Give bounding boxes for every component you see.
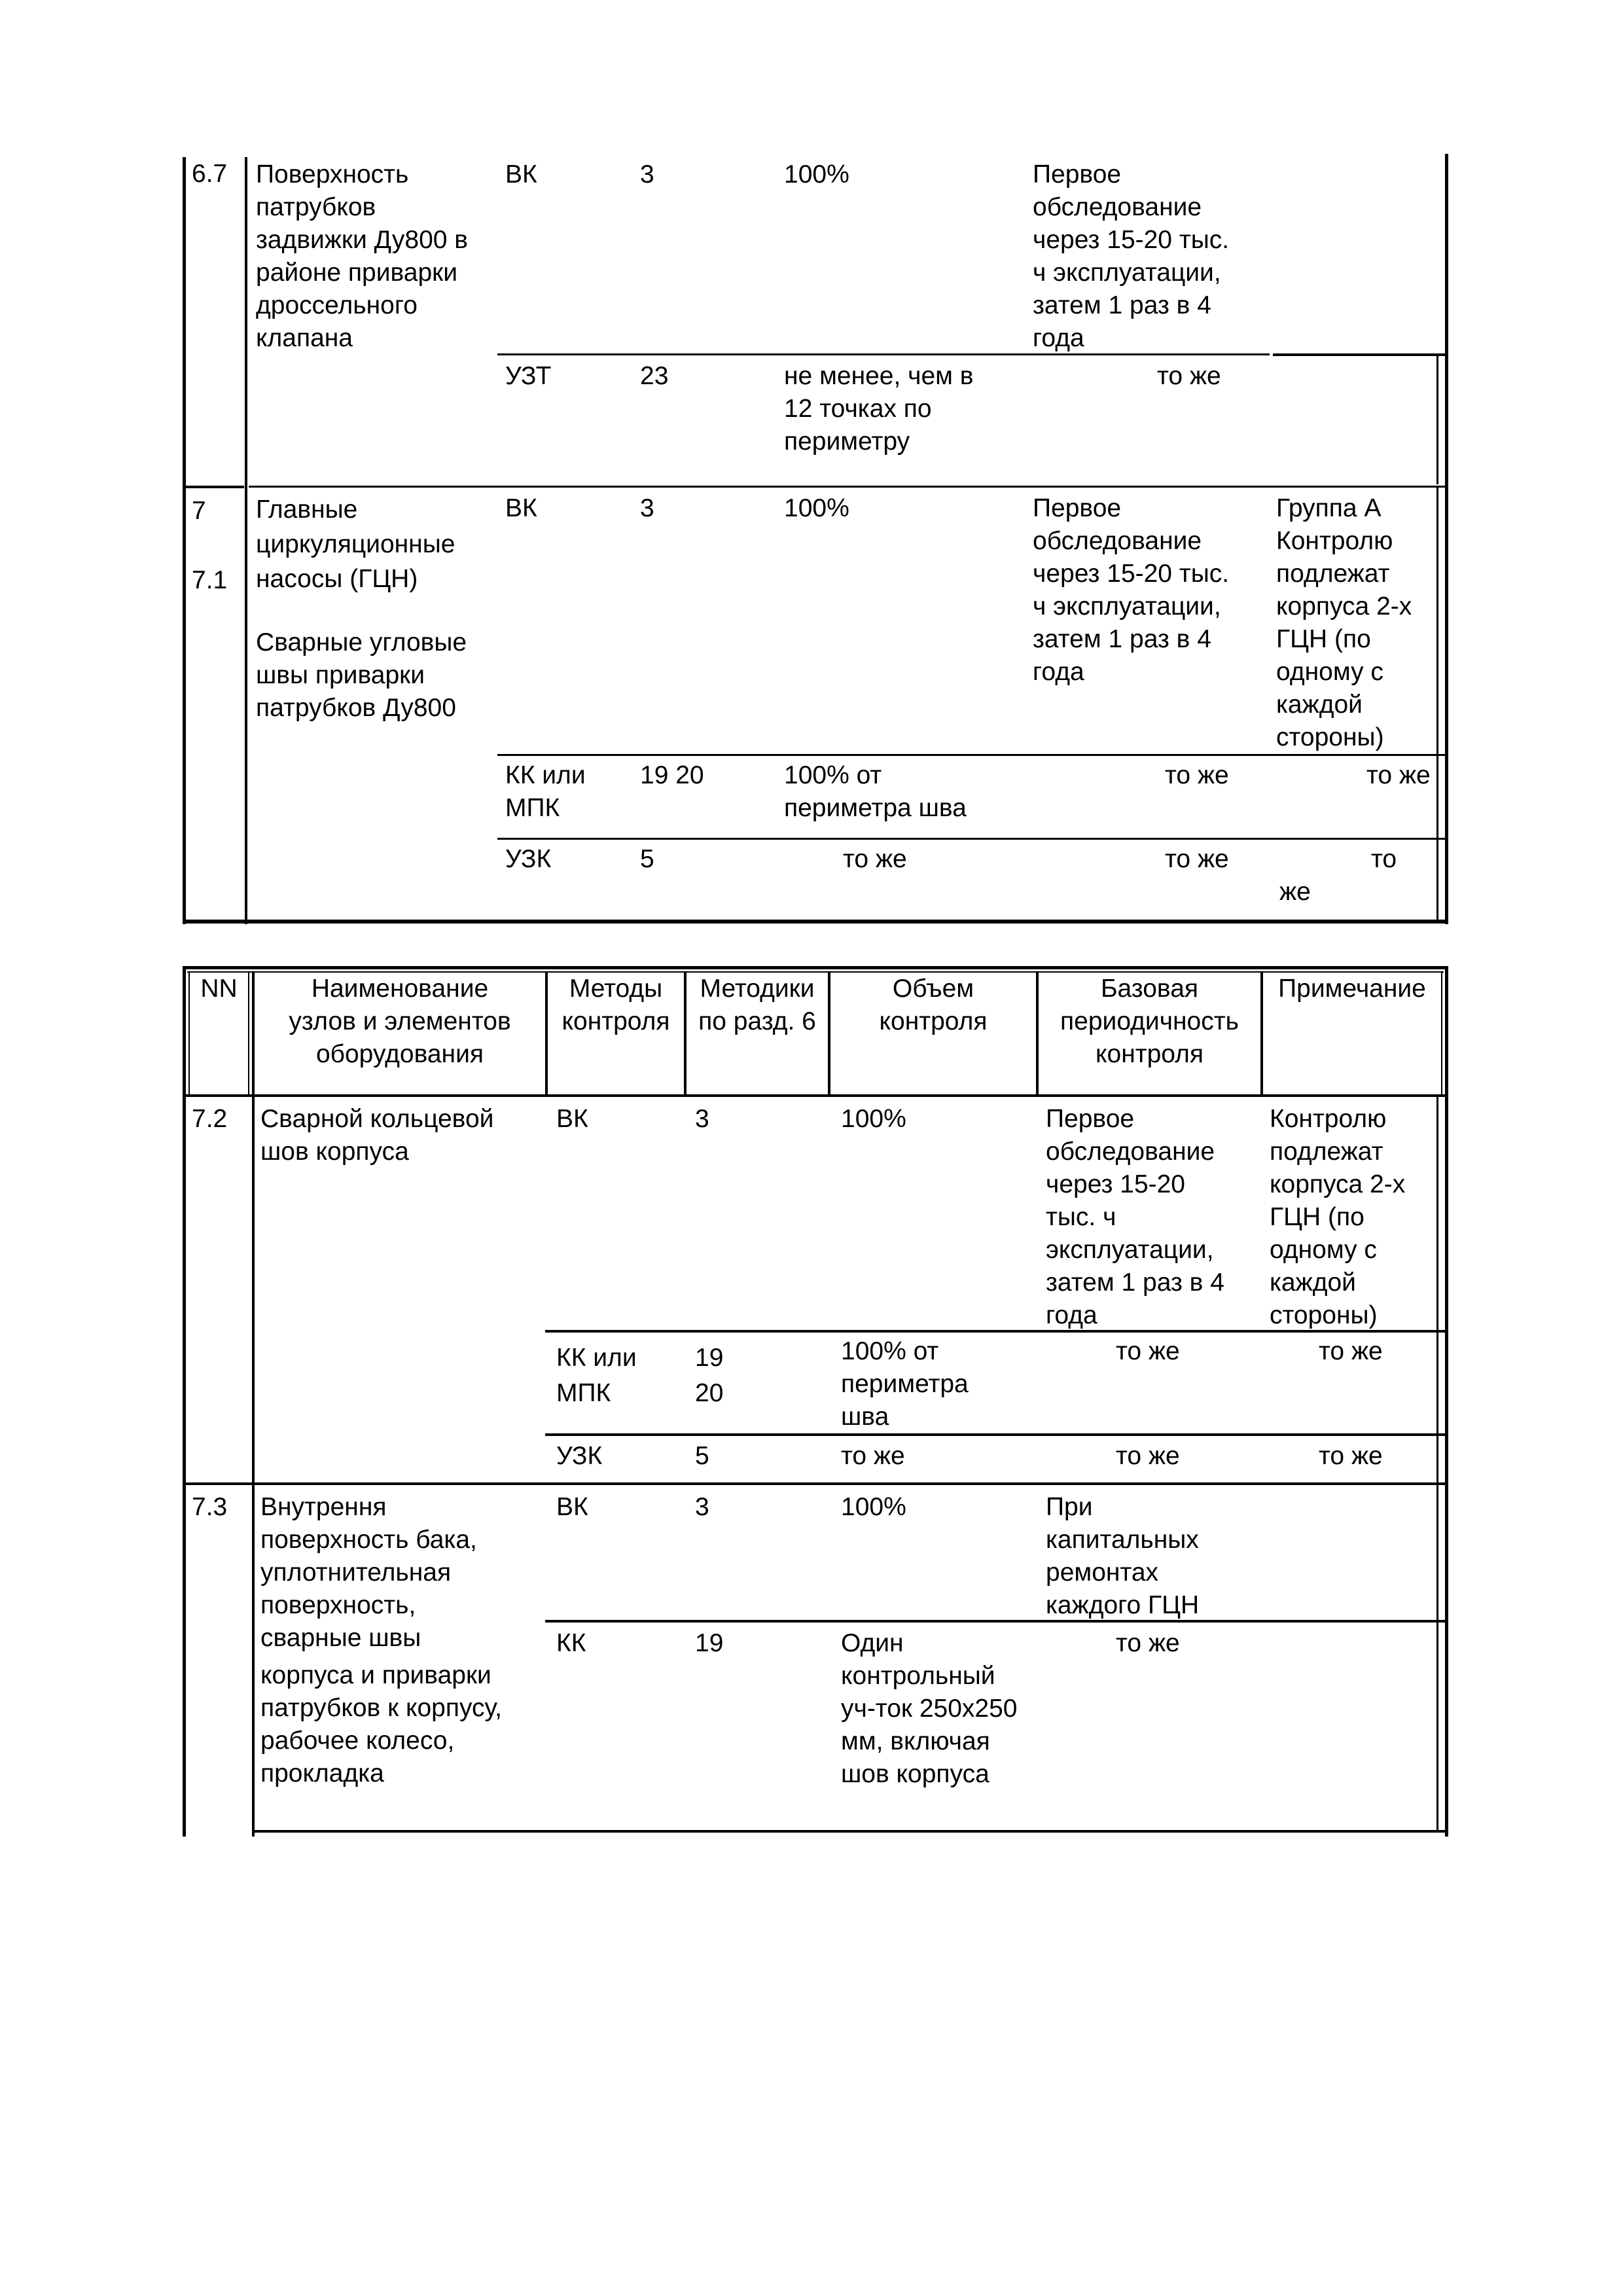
header-methods: Методы контроля	[562, 975, 670, 1035]
volume-cell: не менее, чем в 12 точках по периметру	[784, 362, 974, 456]
element-name: корпуса и приварки патрубков к корпусу, рабочее колесо, прокладка	[260, 1661, 502, 1787]
table-border	[1445, 966, 1448, 1837]
note-cell: же	[1279, 878, 1311, 906]
table-rule	[183, 486, 244, 488]
header-volume: Объем контроля	[879, 975, 988, 1035]
element-name: Сварные угловые швы приварки патрубков Ду800	[256, 628, 467, 722]
volume-cell: то же	[843, 845, 907, 873]
row-number: 7.3	[192, 1493, 228, 1521]
table-rule	[183, 1094, 1448, 1097]
period-cell: При капитальных ремонтах каждого ГЦН	[1046, 1493, 1200, 1619]
header-docs: Методики по разд. 6	[698, 975, 816, 1035]
table-border	[1436, 1094, 1438, 1330]
volume-cell: 100% от периметра шва	[784, 761, 967, 822]
row-number: 7 7.1	[192, 497, 228, 594]
volume-cell: 100%	[841, 1105, 906, 1133]
note-cell: Контролю подлежат корпуса 2-х ГЦН (по одному с каждой стороны)	[1270, 1105, 1406, 1329]
table-border	[1445, 154, 1448, 924]
method-cell: УЗК	[505, 845, 552, 873]
element-name: Главные циркуляционные насосы (ГЦН)	[256, 495, 455, 593]
doc-cell: 19	[695, 1629, 724, 1657]
doc-cell: 19 20	[640, 761, 704, 789]
period-cell: Первое обследование через 15-20 тыс. ч эксплуатации, затем 1 раз в 4 года	[1046, 1105, 1224, 1329]
doc-cell: 5	[695, 1442, 709, 1470]
period-cell: то же	[1165, 845, 1229, 873]
table-border	[252, 971, 255, 1837]
table-border	[1436, 1482, 1438, 1620]
method-cell: УЗТ	[505, 362, 552, 390]
period-cell: то же	[1116, 1629, 1180, 1657]
table-rule	[497, 838, 1446, 840]
table-border	[183, 157, 186, 924]
element-name: Сварной кольцевой шов корпуса	[260, 1105, 494, 1166]
element-name: Поверхность патрубков задвижки Ду800 в районе приварки дроссельного клапана	[256, 160, 468, 352]
table-border	[1436, 486, 1438, 754]
doc-cell: 5	[640, 845, 654, 873]
table-rule	[1273, 353, 1446, 356]
table-rule	[249, 486, 1446, 488]
header-nn: NN	[200, 975, 238, 1003]
table-border	[1436, 754, 1438, 921]
period-cell: Первое обследование через 15-20 тыс. ч эксплуатации, затем 1 раз в 4 года	[1033, 494, 1230, 686]
volume-cell: 100%	[841, 1493, 906, 1521]
row-number: 7.2	[192, 1105, 228, 1133]
table-border	[1436, 1433, 1438, 1484]
doc-cell: 3	[695, 1105, 709, 1133]
period-cell: то же	[1116, 1337, 1180, 1365]
note-cell: Группа А Контролю подлежат корпуса 2-х ГЦН (по одному с каждой стороны)	[1276, 494, 1412, 751]
note-cell: то	[1371, 845, 1397, 873]
volume-cell: 100%	[784, 160, 849, 188]
element-name: Внутрення поверхность бака, уплотнительная поверхность, сварные швы	[260, 1493, 477, 1652]
table-rule	[255, 1482, 1445, 1485]
doc-cell: 23	[640, 362, 669, 390]
table-rule	[183, 1482, 255, 1485]
table-border	[248, 971, 249, 1094]
method-cell: ВК	[556, 1105, 588, 1133]
doc-cell: 3	[695, 1493, 709, 1521]
table-border	[1441, 971, 1442, 1094]
note-cell: то же	[1366, 761, 1431, 789]
method-cell: КК или МПК	[505, 761, 586, 822]
method-cell: ВК	[505, 494, 537, 522]
method-cell: КК или МПК	[556, 1344, 637, 1407]
table-border	[1436, 1620, 1438, 1833]
header-period: Базовая периодичность контроля	[1060, 975, 1239, 1068]
table-border	[1436, 353, 1438, 484]
method-cell: УЗК	[556, 1442, 603, 1470]
note-cell: то же	[1319, 1442, 1383, 1470]
doc-cell: 3	[640, 160, 654, 188]
row-number: 6.7	[192, 160, 228, 188]
note-cell: то же	[1319, 1337, 1383, 1365]
volume-cell: то же	[841, 1442, 905, 1470]
period-cell: то же	[1116, 1442, 1180, 1470]
table-border	[1436, 1330, 1438, 1435]
volume-cell: 100% от периметра шва	[841, 1337, 969, 1431]
method-cell: КК	[556, 1629, 586, 1657]
table-rule	[255, 1830, 1445, 1833]
table-rule	[545, 1620, 1445, 1623]
doc-cell: 3	[640, 494, 654, 522]
table-border	[183, 966, 186, 1837]
method-cell: ВК	[505, 160, 537, 188]
table-rule	[183, 920, 1448, 924]
volume-cell: 100%	[784, 494, 849, 522]
table-rule	[497, 754, 1446, 756]
header-note: Примечание	[1278, 975, 1426, 1003]
doc-cell: 19 20	[695, 1344, 724, 1407]
period-cell: то же	[1165, 761, 1229, 789]
method-cell: ВК	[556, 1493, 588, 1521]
volume-cell: Один контрольный уч-ток 250х250 мм, включая шов корпуса	[841, 1629, 1018, 1788]
period-cell: то же	[1157, 362, 1221, 390]
header-name: Наименование узлов и элементов оборудования	[289, 975, 511, 1068]
table-border	[183, 966, 1448, 969]
period-cell: Первое обследование через 15-20 тыс. ч эксплуатации, затем 1 раз в 4 года	[1033, 160, 1230, 352]
table-border	[245, 157, 247, 924]
table-rule	[545, 1433, 1445, 1436]
